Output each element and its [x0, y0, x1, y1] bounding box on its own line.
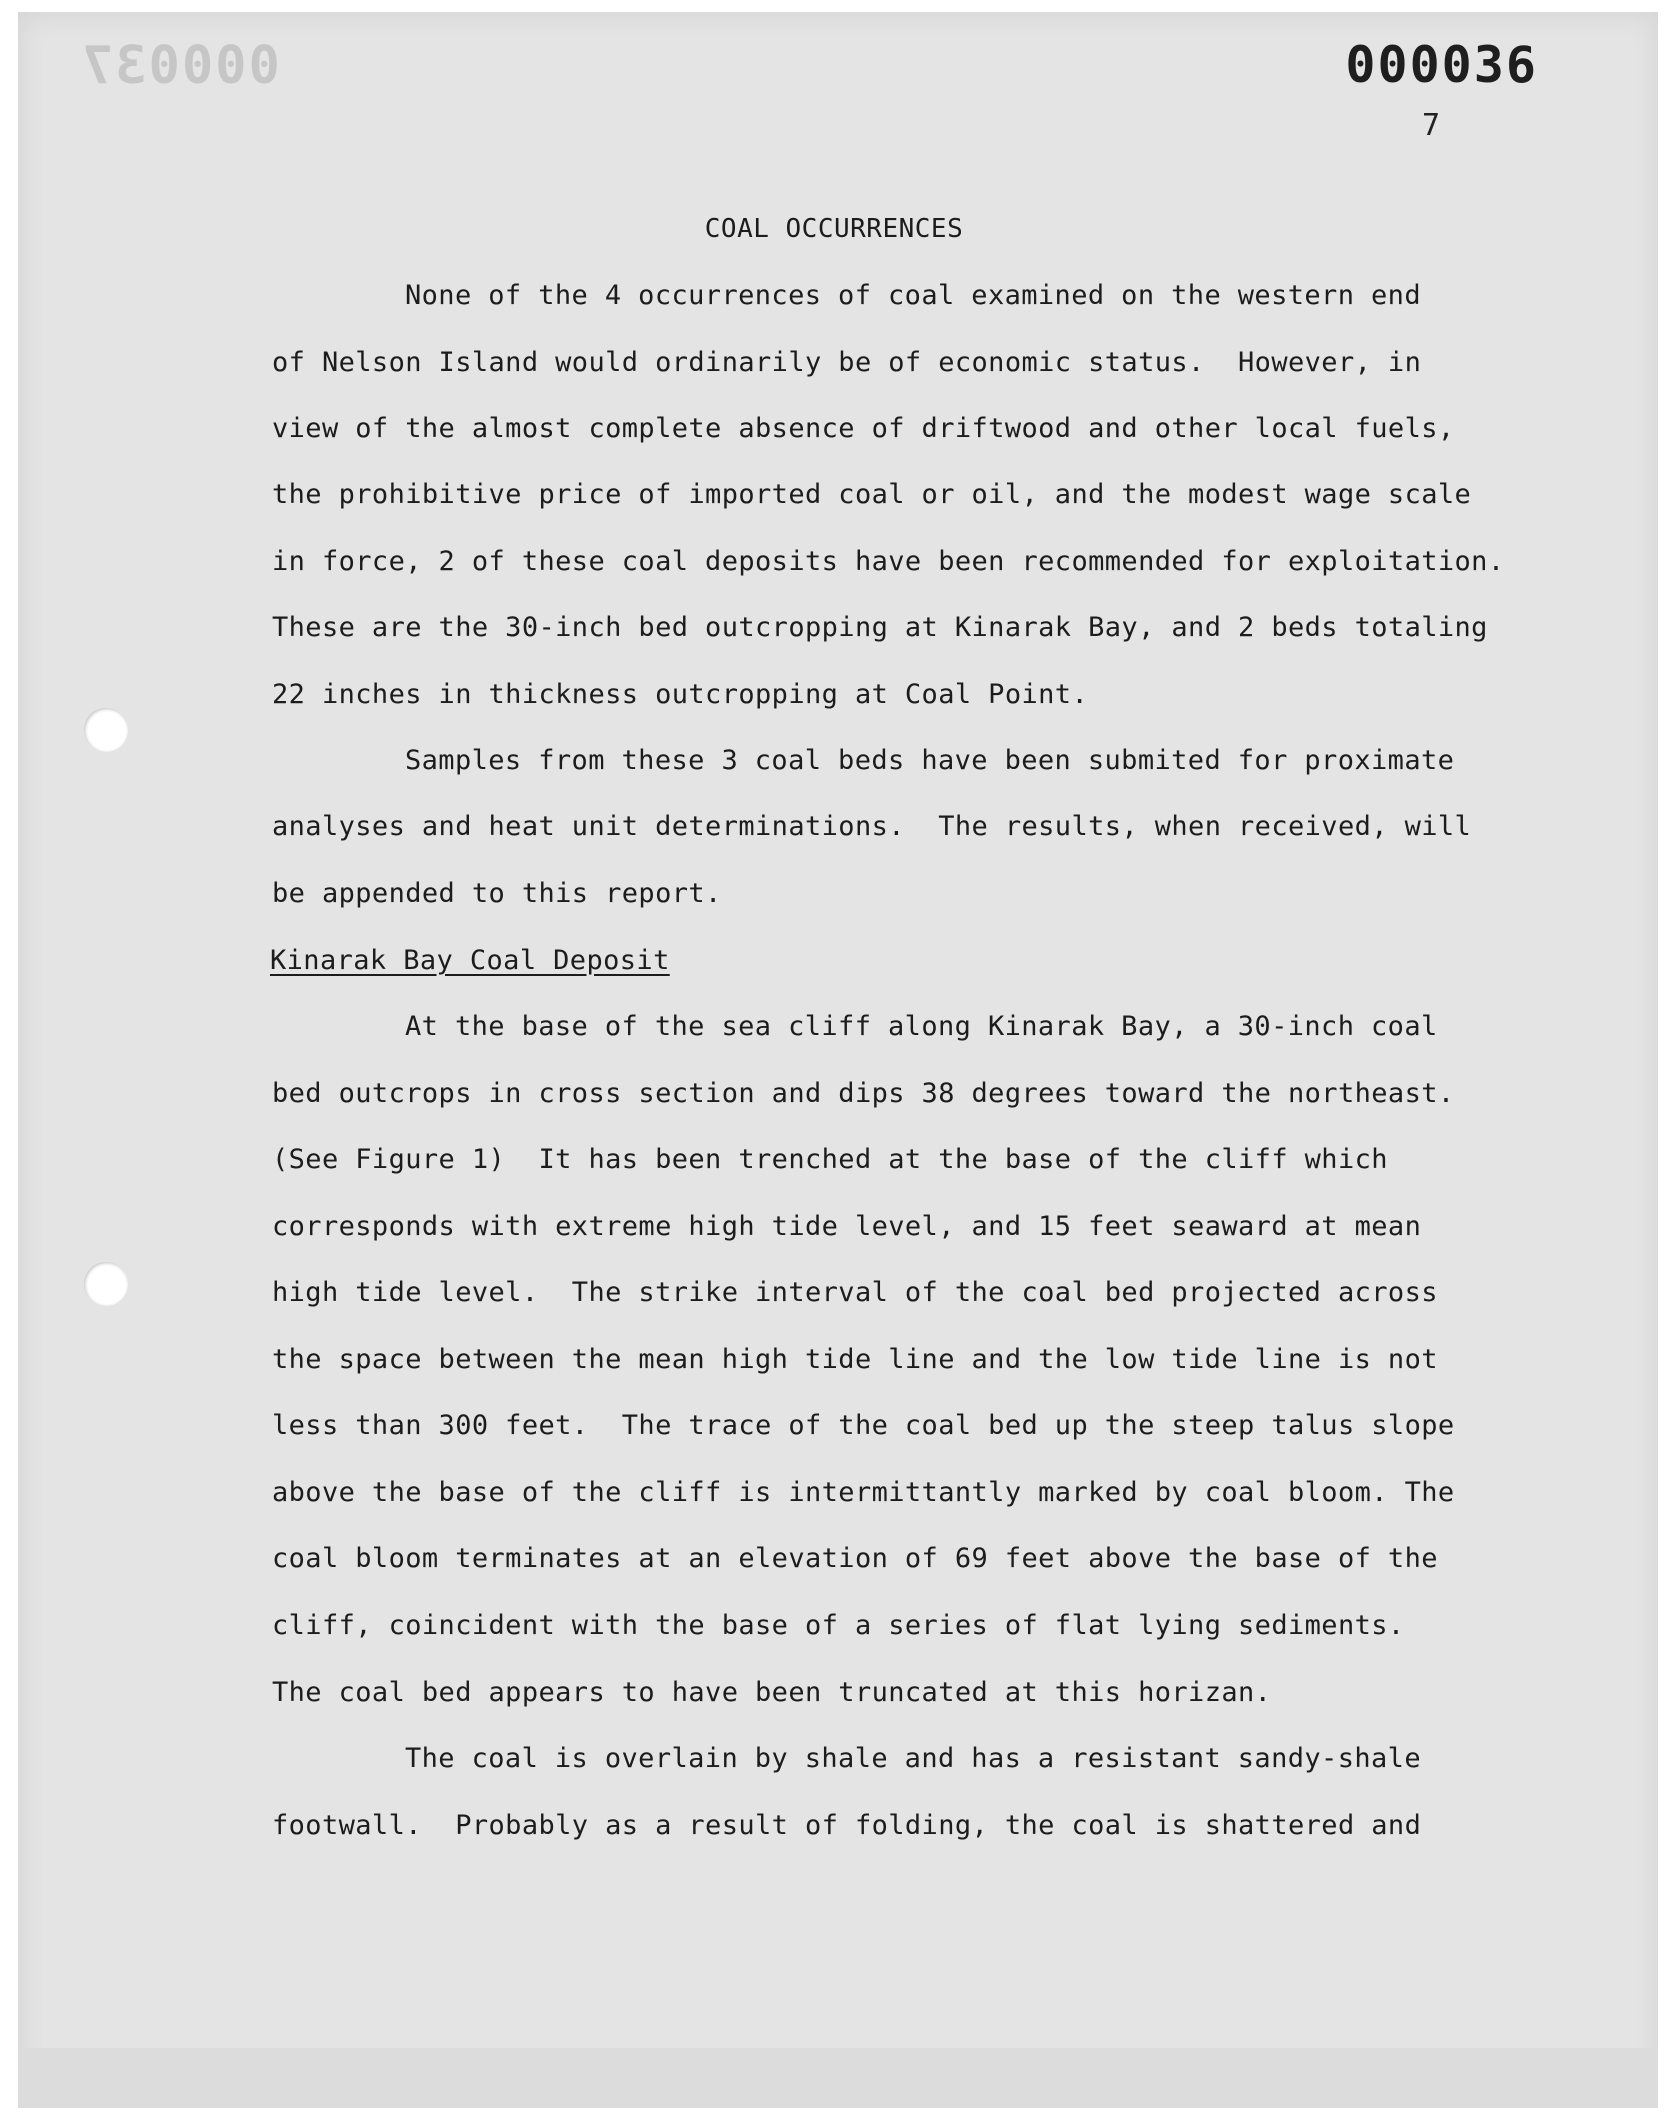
section-heading: COAL OCCURRENCES	[704, 214, 964, 244]
text-line: 22 inches in thickness outcropping at Coal Point.	[272, 679, 1089, 710]
text-line: corresponds with extreme high tide level, and 15 feet seaward at mean	[272, 1211, 1422, 1242]
text-line: the space between the mean high tide line and the low tide line is not	[272, 1344, 1438, 1375]
text-line: These are the 30-inch bed outcropping at Kinarak Bay, and 2 beds totaling	[272, 612, 1488, 643]
text-line: The coal bed appears to have been truncated at this horizan.	[272, 1677, 1272, 1708]
text-line: cliff, coincident with the base of a series of flat lying sediments.	[272, 1610, 1405, 1641]
text-line: bed outcrops in cross section and dips 38 degrees toward the northeast.	[272, 1078, 1455, 1109]
text-line: coal bloom terminates at an elevation of 69 feet above the base of the	[272, 1543, 1438, 1574]
text-line: the prohibitive price of imported coal or oil, and the modest wage scale	[272, 479, 1472, 510]
text-line: of Nelson Island would ordinarily be of economic status. However, in	[272, 347, 1422, 378]
text-line: high tide level. The strike interval of the coal bed projected across	[272, 1277, 1438, 1308]
page-bottom-shadow	[18, 2048, 1658, 2108]
text-line: analyses and heat unit determinations. The results, when received, will	[272, 811, 1472, 842]
text-line: less than 300 feet. The trace of the coal bed up the steep talus slope	[272, 1410, 1455, 1441]
document-number-stamp: 000036	[1345, 36, 1538, 94]
text-line: None of the 4 occurrences of coal examined on the western end	[405, 280, 1421, 311]
text-line: footwall. Probably as a result of folding, the coal is shattered and	[272, 1810, 1422, 1841]
text-line: above the base of the cliff is intermittantly marked by coal bloom. The	[272, 1477, 1455, 1508]
document-page	[18, 12, 1658, 2108]
page-number: 7	[1421, 108, 1440, 143]
text-line: Samples from these 3 coal beds have been submited for proximate	[405, 745, 1455, 776]
text-line: The coal is overlain by shale and has a resistant sandy-shale	[405, 1743, 1421, 1774]
subsection-heading: Kinarak Bay Coal Deposit	[270, 945, 670, 976]
text-line: in force, 2 of these coal deposits have been recommended for exploitation.	[272, 546, 1505, 577]
binder-hole	[84, 1262, 128, 1306]
bleed-through-stamp: 000037	[80, 36, 280, 96]
text-line: view of the almost complete absence of driftwood and other local fuels,	[272, 413, 1455, 444]
binder-hole	[84, 708, 128, 752]
text-line: (See Figure 1) It has been trenched at the base of the cliff which	[272, 1144, 1388, 1175]
text-line: At the base of the sea cliff along Kinarak Bay, a 30-inch coal	[405, 1011, 1438, 1042]
text-line: be appended to this report.	[272, 878, 722, 909]
